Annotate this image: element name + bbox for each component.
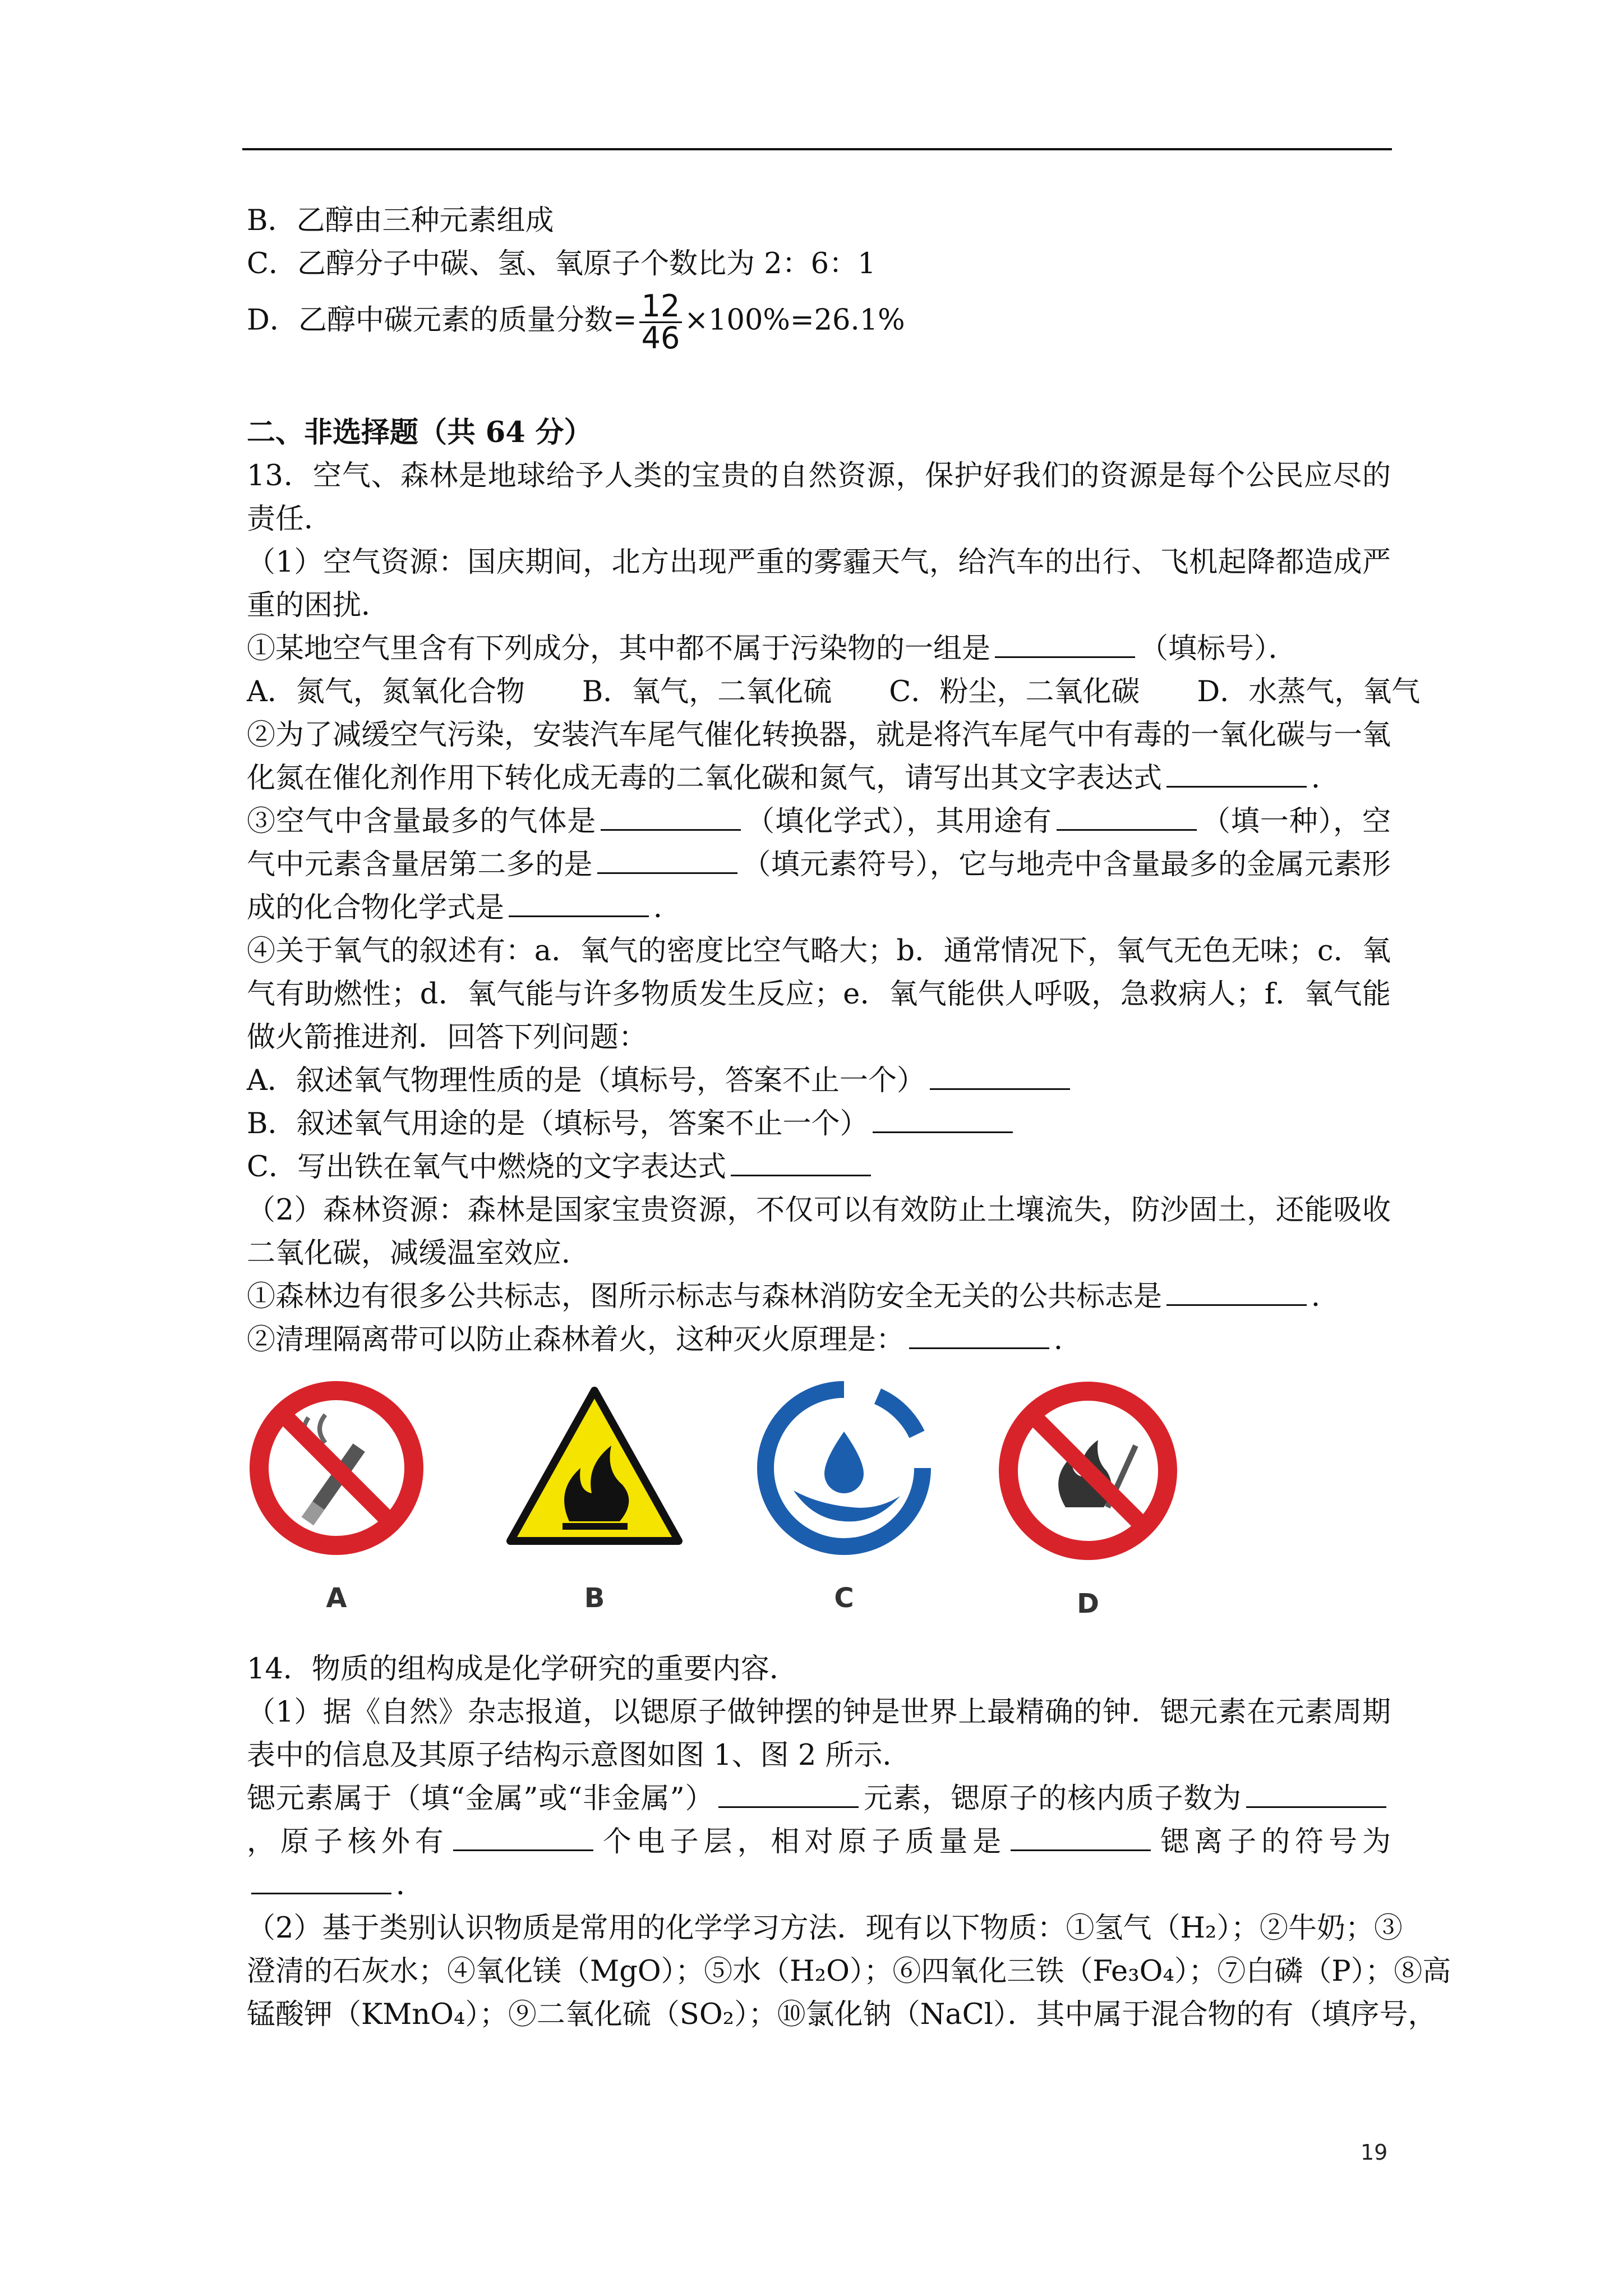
sign-label-c: C [834,1582,854,1614]
q13-sub4-a [247,1059,1391,1102]
answer-blank[interactable] [1166,758,1307,788]
header-rule [242,148,1392,150]
answer-blank[interactable] [731,1147,871,1176]
q13-part2: （2）森林资源：森林是国家宝贵资源，不仅可以有效防止土壤流失，防沙固土，还能吸收二氧化碳，减缓温室效应． [247,1194,1391,1270]
q13-sub1-options: A．氮气，氮氧化合物 B．氧气，二氧化硫 C．粉尘，二氧化碳 D．水蒸气，氧气 [247,675,1421,708]
q13-sub4-b [247,1102,1391,1145]
answer-blank[interactable] [509,887,649,917]
q13-intro: 13．空气、森林是地球给予人类的宝贵的自然资源，保护好我们的资源是每个公民应尽的责任． [247,459,1391,536]
q13-sub4-b-text: B．叙述氧气用途的是（填标号，答案不止一个） [247,1107,869,1140]
answer-blank[interactable] [1246,1778,1386,1808]
q14-sub1-text-e: 锶离子的符号为 [1155,1825,1391,1858]
answer-blank[interactable] [1057,801,1197,831]
option-d-text: D．乙醇中碳元素的质量分数= [247,303,637,337]
sign-label-a: A [326,1582,347,1614]
q13-sub4-a-text: A．叙述氧气物理性质的是（填标号，答案不止一个） [247,1064,925,1097]
q13-sub3-text-b: （填化学式），其用途有 [745,805,1052,838]
flammable-warning-icon [502,1378,687,1558]
answer-blank[interactable] [873,1103,1013,1133]
sign-b [494,1378,695,1620]
q14-part2-line1: （2）基于类别认识物质是常用的化学学习方法．现有以下物质：①氢气（H₂）；②牛奶；③ [247,1912,1403,1945]
q13-forest1 [247,1275,1391,1318]
page-number: 19 [1361,2140,1388,2165]
q13-sub3 [247,800,1391,930]
q13-sub1-hint: （填标号）． [1140,632,1297,665]
sign-a [236,1378,437,1620]
mass-fraction [639,288,683,356]
public-signs-figure [247,1378,1391,1648]
q13-forest1-text: ①森林边有很多公共标志，图所示标志与森林消防安全无关的公共标志是 [247,1280,1163,1313]
answer-blank[interactable] [995,628,1135,658]
q14-part2-line3: 锰酸钾（KMnO₄）；⑨二氧化硫（SO₂）；⑩氯化钠（NaCl）．其中属于混合物的有（填序号， [247,1998,1437,2031]
q14-sub1-text-a: 锶元素属于（填“金属”或“非金属”） [247,1782,714,1815]
q13-sub2-text: ②为了减缓空气污染，安装汽车尾气催化转换器，就是将汽车尾气中有毒的一氧化碳与一氧化氮在催化剂作用下转化成无毒的二氧化碳和氮气，请写出其文字表达式 [247,719,1391,795]
q13-sub4-c [247,1145,1391,1189]
q13-sub2 [247,714,1391,800]
answer-blank[interactable] [718,1778,859,1808]
answer-blank[interactable] [601,801,741,831]
sign-d [987,1378,1189,1626]
document-body [247,199,1451,2036]
q14-sub1-text-b: 元素，锶原子的核内质子数为 [863,1782,1242,1815]
q13-forest2-text: ②清理隔离带可以防止森林着火，这种灭火原理是： [247,1323,905,1356]
q14-sub1-text-d: 个电子层，相对原子质量是 [597,1825,1007,1858]
fraction-denominator: 46 [641,320,680,356]
sign-label-b: B [584,1582,605,1614]
q14-part2-line2: 澄清的石灰水；④氧化镁（MgO）；⑤水（H₂O）；⑥四氧化三铁（Fe₃O₄）；⑦白磷（P）；⑧高 [247,1955,1451,1988]
q14-sub1-end: ． [396,1869,425,1902]
q13-sub3-end: ． [653,891,683,924]
fraction-numerator: 12 [639,291,683,323]
q14-sub1-text-c: ，原子核外有 [247,1825,449,1858]
sign-c [743,1378,945,1620]
q13-sub1-text: ①某地空气里含有下列成分，其中都不属于污染物的一组是 [247,632,991,665]
sign-label-d: D [1077,1588,1099,1619]
answer-blank[interactable] [597,844,737,874]
section-title: 二、非选择题（共 64 分） [247,416,593,449]
q13-sub2-end: ． [1311,762,1340,795]
q13-sub4: ④关于氧气的叙述有：a．氧气的密度比空气略大；b．通常情况下，氧气无色无味；c．氧气有助燃性；d．氧气能与许多物质发生反应；e．氧气能供人呼吸，急救病人；f．氧气能做火箭推进剂．回答下列问题： [247,935,1391,1054]
no-smoking-icon [247,1378,426,1558]
answer-blank[interactable] [1011,1821,1151,1851]
q13-forest2 [247,1318,1391,1361]
q13-sub1 [247,627,1391,670]
q13-forest2-end: ． [1054,1323,1083,1356]
q13-forest1-end: ． [1311,1280,1340,1313]
answer-blank[interactable] [1166,1276,1307,1306]
q13-sub3-text-a: ③空气中含量最多的气体是 [247,805,597,838]
option-d-result: ×100%=26.1% [684,303,905,337]
no-open-flame-icon [995,1378,1181,1563]
q14-sub1 [247,1777,1391,1907]
option-c: C．乙醇分子中碳、氢、氧原子个数比为 2：6：1 [247,247,876,280]
q13-sub3-text-c: （填一种），空气中元素含量居第二多的是 [247,805,1391,881]
answer-blank[interactable] [930,1060,1070,1090]
q13-sub4-c-text: C．写出铁在氧气中燃烧的文字表达式 [247,1151,727,1184]
water-saving-icon [754,1378,934,1558]
option-b: B．乙醇由三种元素组成 [247,204,554,237]
q14-part1: （1）据《自然》杂志报道，以锶原子做钟摆的钟是世界上最精确的钟．锶元素在元素周期表中的信息及其原子结构示意图如图 1、图 2 所示． [247,1696,1391,1772]
q13-sub3-text-d: （填元素符号），它与地壳中含量最多的金属元素形成的化合物化学式是 [247,848,1391,924]
answer-blank[interactable] [251,1865,391,1894]
q14-intro: 14．物质的组构成是化学研究的重要内容． [247,1653,798,1686]
q13-part1: （1）空气资源：国庆期间，北方出现严重的雾霾天气，给汽车的出行、飞机起降都造成严重的困扰． [247,546,1391,622]
answer-blank[interactable] [453,1821,593,1851]
answer-blank[interactable] [909,1319,1049,1349]
option-d [247,288,1391,356]
